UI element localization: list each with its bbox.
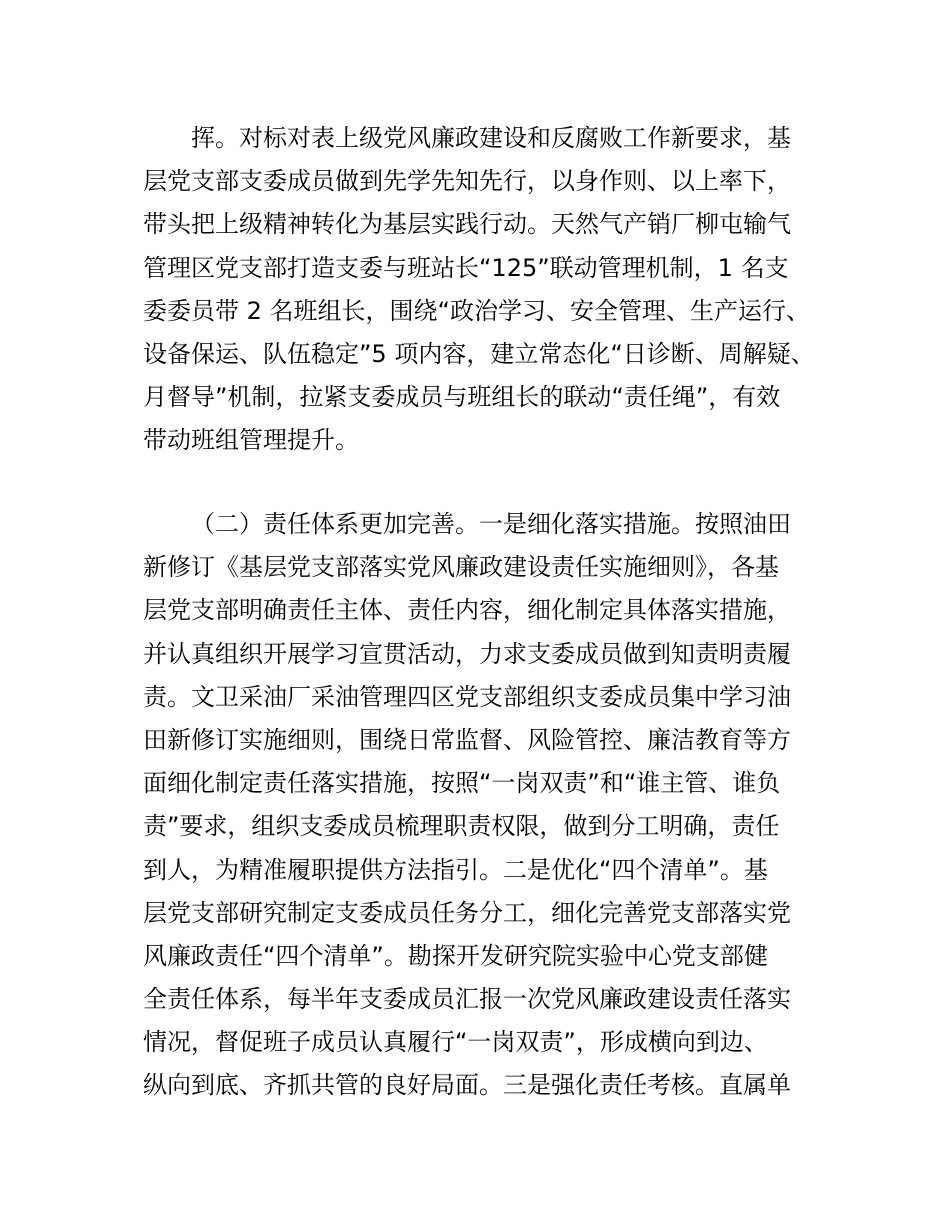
paragraph-1-line: 带动班组管理提升。 <box>143 426 359 455</box>
paragraph-2-line: 层党支部明确责任主体、责任内容，细化制定具体落实措施， <box>143 596 791 625</box>
paragraph-2 <box>143 503 833 1108</box>
paragraph-1-line: 管理区党支部打造支委与班站长“125”联动管理机制，1 名支 <box>143 253 789 282</box>
paragraph-1-line: 层党支部支委成员做到先学先知先行，以身作则、以上率下， <box>143 167 791 196</box>
paragraph-2-line: 到人，为精准履职提供方法指引。二是优化“四个清单”。基 <box>143 855 768 884</box>
paragraph-1 <box>143 117 833 463</box>
paragraph-1-line: 带头把上级精神转化为基层实践行动。天然气产销厂柳屯输气 <box>143 210 791 239</box>
paragraph-2-line: 新修订《基层党支部落实党风廉政建设责任实施细则》，各基 <box>143 553 779 582</box>
paragraph-2-line: 田新修订实施细则，围绕日常监督、风险管控、廉洁教育等方 <box>143 725 791 754</box>
paragraph-1-line: 设备保运、队伍稳定”5 项内容，建立常态化“日诊断、周解疑、 <box>143 339 815 368</box>
paragraph-1-line: 月督导”机制，拉紧支委成员与班组长的联动“责任绳”，有效 <box>143 383 781 412</box>
paragraph-2-line: 风廉政责任“四个清单”。勘探开发研究院实验中心党支部健 <box>143 941 768 970</box>
paragraph-2-line: 面细化制定责任落实措施，按照“一岗双责”和“谁主管、谁负 <box>143 769 781 798</box>
paragraph-2-line: 层党支部研究制定支委成员任务分工，细化完善党支部落实党 <box>143 898 791 927</box>
paragraph-2-line: 责”要求，组织支委成员梳理职责权限，做到分工明确，责任 <box>143 812 780 841</box>
paragraph-2-line: （二）责任体系更加完善。一是细化落实措施。按照油田 <box>191 510 791 538</box>
paragraph-2-line: 全责任体系，每半年支委成员汇报一次党风廉政建设责任落实 <box>143 985 791 1014</box>
paragraph-2-line: 责。文卫采油厂采油管理四区党支部组织支委成员集中学习油 <box>143 682 791 711</box>
paragraph-2-line: 纵向到底、齐抓共管的良好局面。三是强化责任考核。直属单 <box>143 1071 791 1100</box>
paragraph-2-line: 并认真组织开展学习宣贯活动，力求支委成员做到知责明责履 <box>143 639 791 668</box>
paragraph-2-line: 情况，督促班子成员认真履行“一岗双责”，形成横向到边、 <box>143 1028 768 1057</box>
paragraph-1-line: 委委员带 2 名班组长，围绕“政治学习、安全管理、生产运行、 <box>143 296 810 325</box>
paragraph-1-line: 挥。对标对表上级党风廉政建设和反腐败工作新要求，基 <box>191 124 791 152</box>
